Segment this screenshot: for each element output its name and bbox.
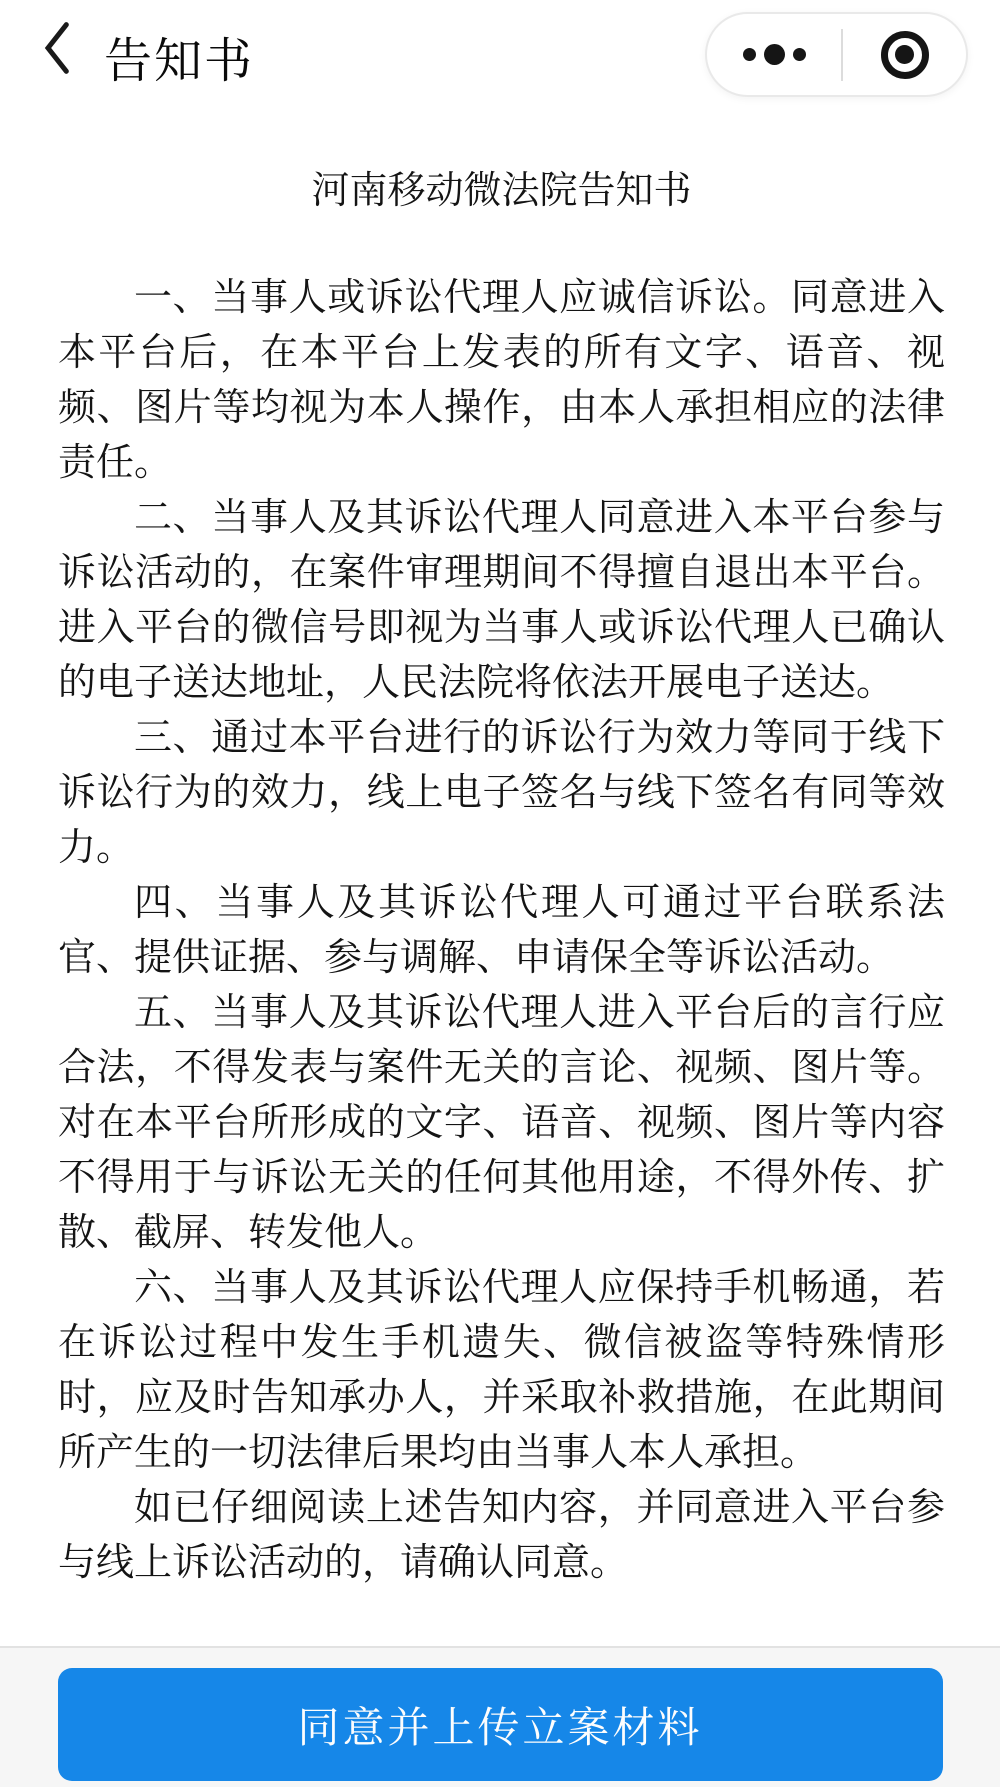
back-button[interactable] <box>30 18 86 82</box>
document-paragraph: 二、当事人及其诉讼代理人同意进入本平台参与诉讼活动的，在案件审理期间不得擅自退出本平台。进入平台的微信号即视为当事人或诉讼代理人已确认的电子送达地址，人民法院将依法开展电子送达。 <box>58 497 945 704</box>
document-paragraph: 六、当事人及其诉讼代理人应保持手机畅通，若在诉讼过程中发生手机遗失、微信被盗等特殊情形时，应及时告知承办人，并采取补救措施，在此期间所产生的一切法律后果均由当事人本人承担。 <box>58 1267 945 1474</box>
wechat-capsule <box>705 12 968 97</box>
document-paragraph: 五、当事人及其诉讼代理人进入平台后的言行应合法，不得发表与案件无关的言论、视频、图片等。对在本平台所形成的文字、语音、视频、图片等内容不得用于与诉讼无关的任何其他用途，不得外传、扩散、截屏、转发他人。 <box>58 992 945 1254</box>
exit-mini-program-button[interactable] <box>843 14 966 95</box>
bottom-action-bar <box>0 1646 1000 1787</box>
page-title: 告知书 <box>104 35 255 88</box>
three-dots-icon <box>743 48 756 61</box>
document-paragraph: 一、当事人或诉讼代理人应诚信诉讼。同意进入本平台后，在本平台上发表的所有文字、语音、视频、图片等均视为本人操作，由本人承担相应的法律责任。 <box>58 277 945 484</box>
agree-upload-button[interactable]: 同意并上传立案材料 <box>58 1668 943 1781</box>
document-title: 河南移动微法院告知书 <box>311 170 692 212</box>
back-chevron-icon <box>38 19 78 82</box>
circle-dot-icon <box>881 31 929 79</box>
navbar <box>0 0 1000 110</box>
document-paragraph: 三、通过本平台进行的诉讼行为效力等同于线下诉讼行为的效力，线上电子签名与线下签名有同等效力。 <box>58 717 945 869</box>
document-paragraph: 四、当事人及其诉讼代理人可通过平台联系法官、提供证据、参与调解、申请保全等诉讼活动。 <box>58 882 945 979</box>
document-paragraph: 如已仔细阅读上述告知内容，并同意进入平台参与线上诉讼活动的，请确认同意。 <box>58 1487 945 1584</box>
notification-document <box>0 164 1000 1591</box>
more-menu-button[interactable] <box>707 14 841 95</box>
